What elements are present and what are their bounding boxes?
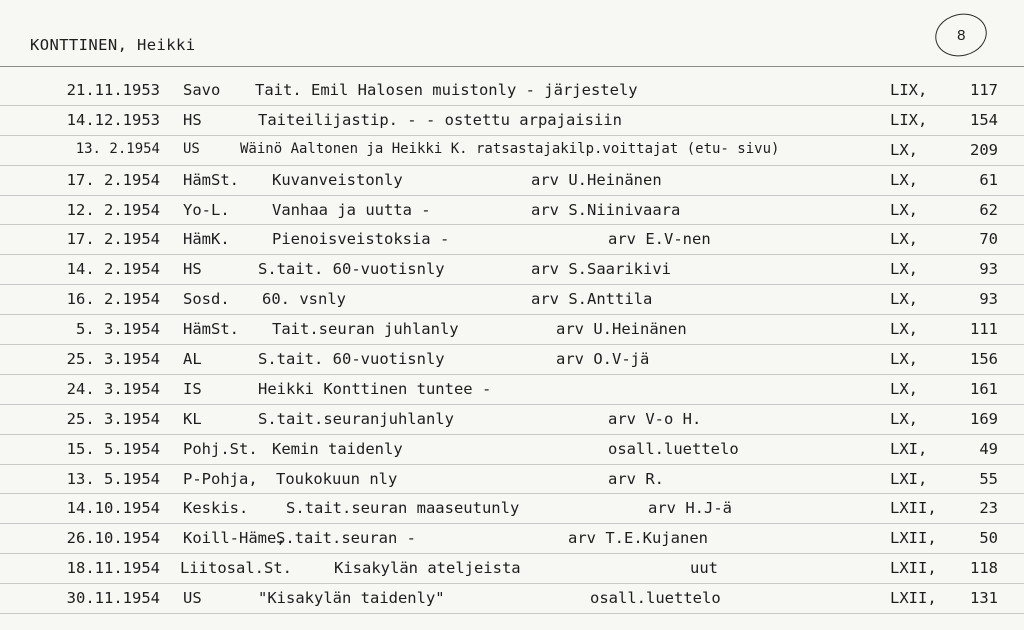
entry-volume: LX, [890, 170, 918, 189]
entry-volume: LXII, [890, 529, 937, 548]
card-entry-row [0, 225, 1024, 255]
entry-date: 30.11.1954 [66, 589, 160, 608]
entry-page: 209 [970, 140, 998, 159]
entry-reviewer: arv T.E.Kujanen [568, 529, 708, 548]
entry-list [0, 76, 1024, 614]
card-number: 8 [956, 26, 966, 44]
entry-date: 17. 2.1954 [66, 170, 160, 189]
entry-page: 111 [970, 320, 998, 339]
card-entry-row [0, 524, 1024, 554]
entry-source: HämK. [183, 230, 230, 249]
card-entry-row [0, 494, 1024, 524]
entry-description: S.tait.seuran maaseutunly [286, 499, 520, 518]
entry-date: 25. 3.1954 [66, 409, 160, 428]
entry-source: HS [183, 260, 202, 279]
entry-volume: LX, [890, 230, 918, 249]
entry-page: 49 [979, 439, 998, 458]
card-entry-row [0, 166, 1024, 196]
entry-date: 14. 2.1954 [66, 260, 160, 279]
entry-date: 15. 5.1954 [66, 439, 160, 458]
entry-description: S.tait.seuranjuhlanly [258, 409, 454, 428]
entry-page: 117 [970, 81, 998, 99]
entry-description: Kuvanveistonly [272, 170, 403, 189]
entry-reviewer: osall.luettelo [608, 439, 739, 458]
entry-volume: LX, [890, 140, 918, 159]
entry-description: Pienoisveistoksia - [272, 230, 450, 249]
card-entry-row [0, 315, 1024, 345]
entry-volume: LX, [890, 379, 918, 398]
entry-source: IS [183, 379, 202, 398]
entry-reviewer: arv O.V-jä [556, 350, 650, 369]
entry-volume: LXII, [890, 499, 937, 518]
card-entry-row [0, 285, 1024, 315]
entry-description: Toukokuun nly [276, 469, 398, 488]
card-entry-row [0, 196, 1024, 226]
entry-source: HämSt. [183, 320, 239, 339]
entry-page: 55 [979, 469, 998, 488]
card-entry-row [0, 465, 1024, 495]
entry-volume: LX, [890, 350, 918, 369]
entry-date: 13. 5.1954 [66, 469, 160, 488]
entry-description: S.tait. 60-vuotisnly [258, 350, 445, 369]
entry-source: Koill-Häme, [183, 529, 286, 548]
entry-volume: LXI, [890, 439, 928, 458]
entry-volume: LIX, [890, 81, 928, 99]
entry-date: 25. 3.1954 [66, 350, 160, 369]
entry-reviewer: uut [690, 559, 718, 578]
entry-source: HS [183, 110, 202, 129]
card-entry-row [0, 76, 1024, 106]
entry-page: 118 [970, 559, 998, 578]
entry-reviewer: osall.luettelo [590, 589, 721, 608]
entry-page: 161 [970, 379, 998, 398]
entry-description: 60. vsnly [262, 290, 346, 309]
entry-source: US [183, 589, 202, 608]
entry-source: P-Pohja, [183, 469, 258, 488]
entry-date: 26.10.1954 [66, 529, 160, 548]
entry-source: Sosd. [183, 290, 230, 309]
entry-reviewer: arv H.J-ä [648, 499, 732, 518]
entry-page: 93 [979, 290, 998, 309]
entry-source: Savo [183, 81, 221, 99]
entry-source: Liitosal.St. [180, 559, 292, 578]
entry-page: 50 [979, 529, 998, 548]
entry-volume: LX, [890, 409, 918, 428]
card-entry-row [0, 255, 1024, 285]
card-entry-row [0, 136, 1024, 166]
card-entry-row [0, 554, 1024, 584]
entry-source: US [183, 140, 200, 157]
entry-description: Tait. Emil Halosen muistonly - järjestely [255, 81, 638, 99]
card-entry-row [0, 345, 1024, 375]
entry-volume: LX, [890, 290, 918, 309]
entry-source: AL [183, 350, 202, 369]
entry-source: HämSt. [183, 170, 239, 189]
entry-reviewer: arv S.Anttila [531, 290, 653, 309]
entry-reviewer: arv U.Heinänen [531, 170, 662, 189]
entry-volume: LXI, [890, 469, 928, 488]
entry-reviewer: arv U.Heinänen [556, 320, 687, 339]
card-entry-row [0, 106, 1024, 136]
entry-volume: LX, [890, 260, 918, 279]
entry-volume: LX, [890, 320, 918, 339]
entry-date: 18.11.1954 [66, 559, 160, 578]
entry-page: 23 [979, 499, 998, 518]
entry-reviewer: arv E.V-nen [608, 230, 711, 249]
entry-date: 12. 2.1954 [66, 200, 160, 219]
entry-page: 62 [979, 200, 998, 219]
entry-page: 70 [979, 230, 998, 249]
entry-source: Keskis. [183, 499, 249, 518]
entry-description: S.tait. 60-vuotisnly [258, 260, 445, 279]
entry-page: 131 [970, 589, 998, 608]
entry-description: Kisakylän ateljeista [334, 559, 521, 578]
entry-date: 16. 2.1954 [66, 290, 160, 309]
entry-volume: LX, [890, 200, 918, 219]
entry-description: "Kisakylän taidenly" [258, 589, 445, 608]
card-number-circle [931, 8, 992, 61]
entry-volume: LXII, [890, 589, 937, 608]
entry-date: 17. 2.1954 [66, 230, 160, 249]
entry-reviewer: arv S.Niinivaara [531, 200, 681, 219]
entry-page: 61 [979, 170, 998, 189]
card-entry-row [0, 375, 1024, 405]
entry-description: Tait.seuran juhlanly [272, 320, 459, 339]
entry-volume: LIX, [890, 110, 928, 129]
entry-description: S.tait.seuran - [276, 529, 416, 548]
entry-page: 169 [970, 409, 998, 428]
entry-description: Taiteilijastip. - - ostettu arpajaisiin [258, 110, 622, 129]
entry-reviewer: arv R. [608, 469, 664, 488]
entry-description: Kemin taidenly [272, 439, 403, 458]
entry-date: 21.11.1953 [66, 81, 160, 99]
card-entry-row [0, 584, 1024, 614]
entry-date: 13. 2.1954 [75, 140, 160, 157]
entry-volume: LXII, [890, 559, 937, 578]
entry-date: 14.10.1954 [66, 499, 160, 518]
entry-source: Yo-L. [183, 200, 230, 219]
entry-date: 14.12.1953 [66, 110, 160, 129]
entry-page: 154 [970, 110, 998, 129]
entry-page: 93 [979, 260, 998, 279]
header-rule [0, 66, 1024, 67]
entry-reviewer: arv V-o H. [608, 409, 702, 428]
entry-description: Heikki Konttinen tuntee - [258, 379, 492, 398]
entry-date: 5. 3.1954 [76, 320, 160, 339]
card-entry-row [0, 435, 1024, 465]
entry-description: Wäinö Aaltonen ja Heikki K. ratsastajakilp.voittajat (etu- sivu) [240, 140, 780, 157]
entry-source: Pohj.St. [183, 439, 258, 458]
entry-description: Vanhaa ja uutta - [272, 200, 431, 219]
entry-page: 156 [970, 350, 998, 369]
card-header-name: KONTTINEN, Heikki [30, 36, 196, 54]
entry-reviewer: arv S.Saarikivi [531, 260, 671, 279]
entry-date: 24. 3.1954 [66, 379, 160, 398]
card-entry-row [0, 405, 1024, 435]
entry-source: KL [183, 409, 202, 428]
